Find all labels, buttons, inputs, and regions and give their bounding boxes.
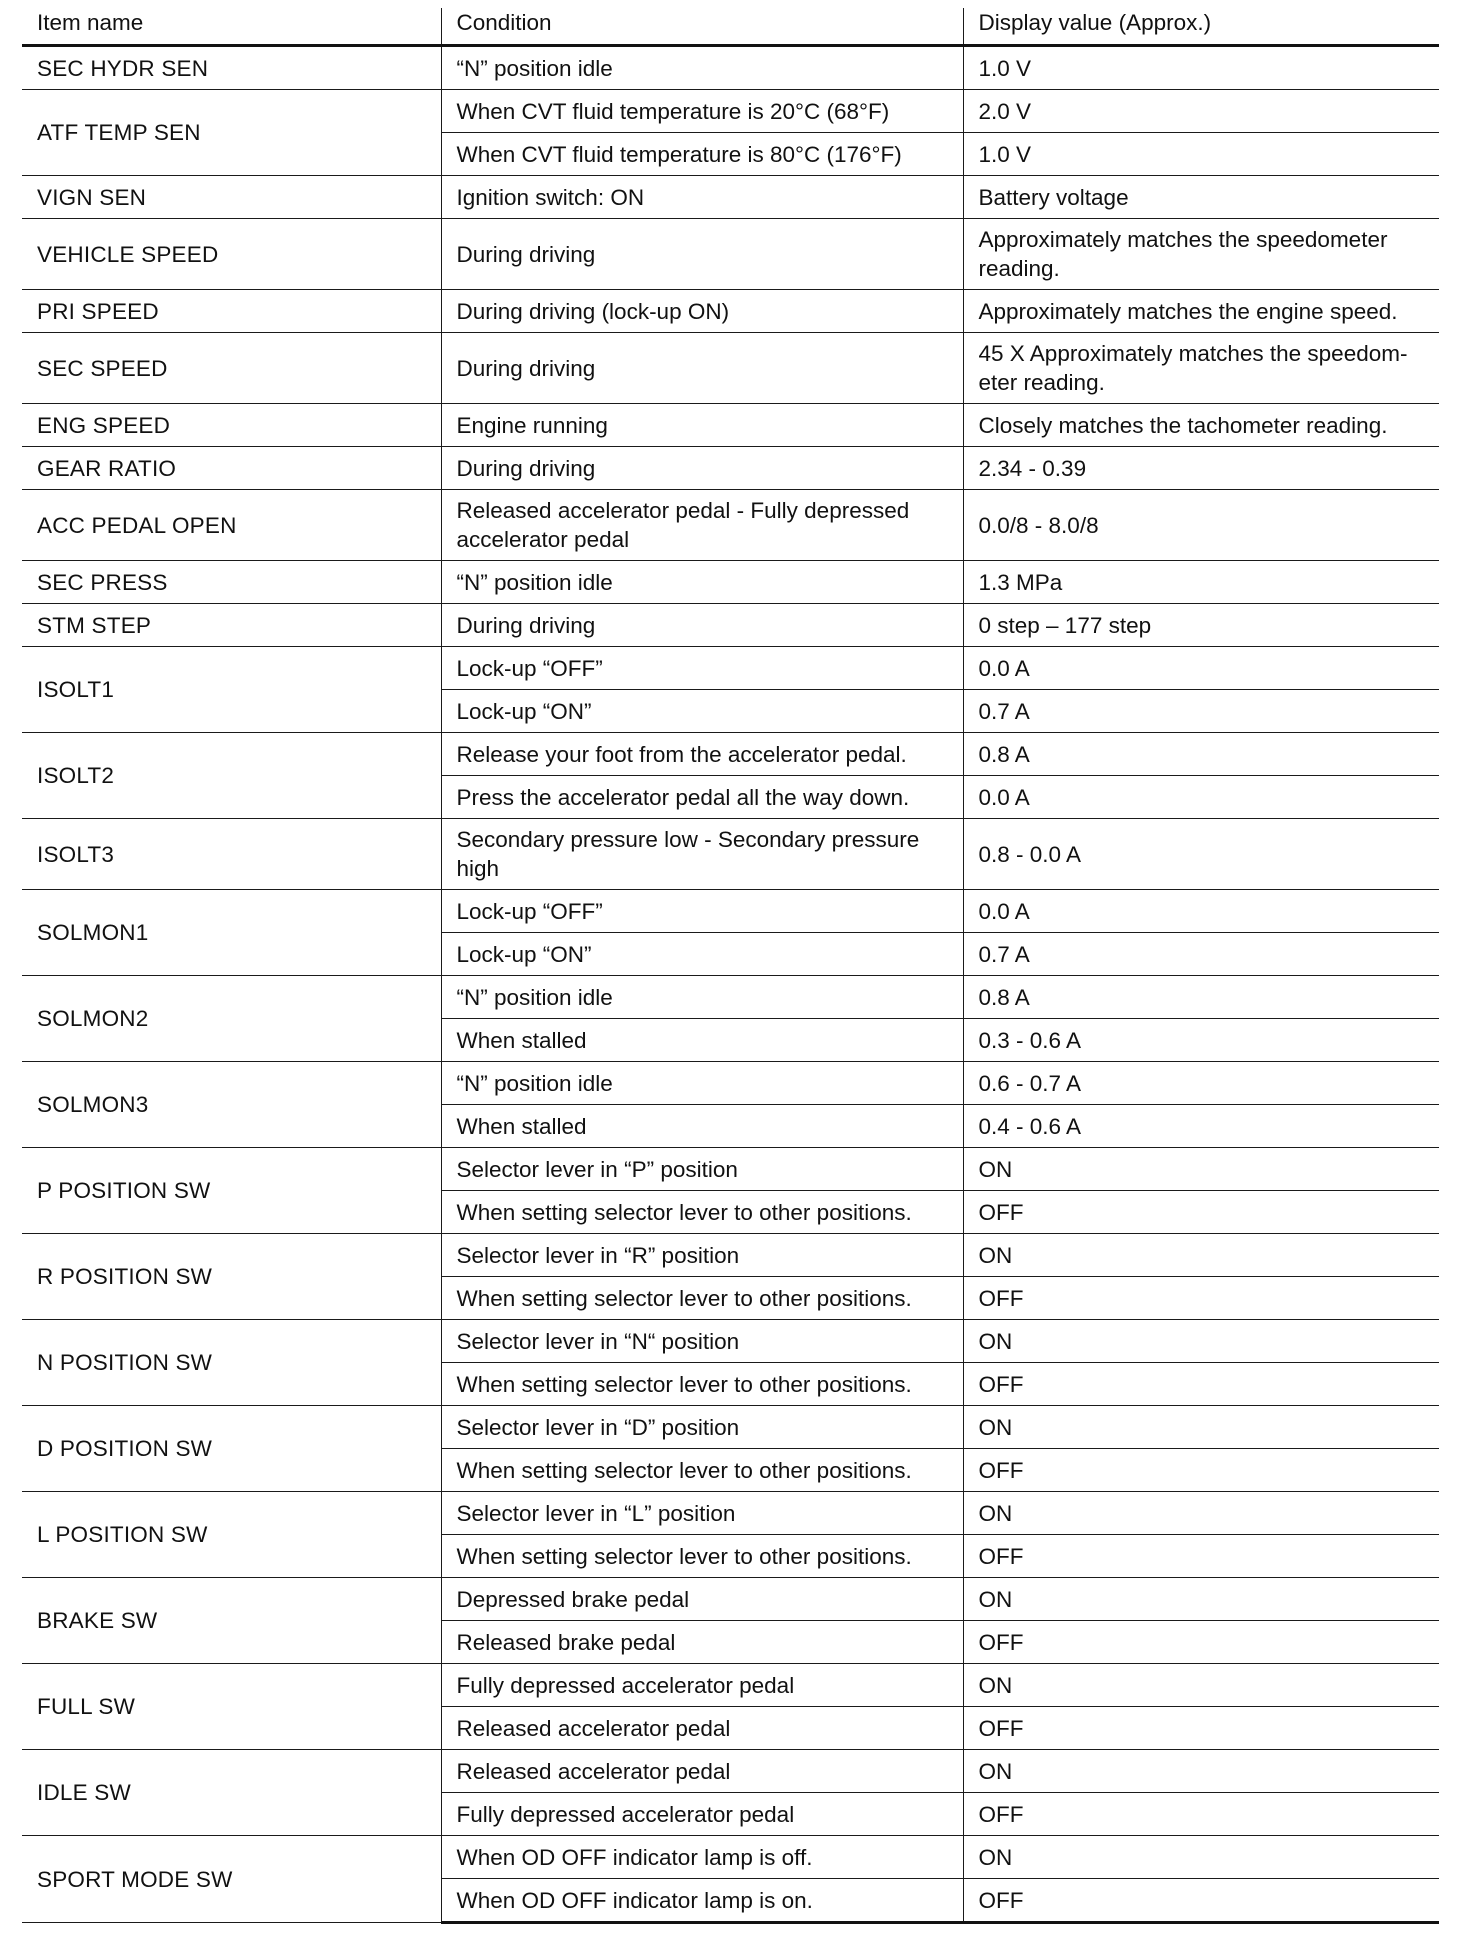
item-name-cell: N POSITION SW	[22, 1320, 441, 1406]
header-display-value: Display value (Approx.)	[963, 8, 1439, 46]
display-value-cell: OFF	[963, 1707, 1439, 1750]
table-row	[22, 1234, 1439, 1277]
item-name-cell: ISOLT1	[22, 647, 441, 733]
display-value-cell: ON	[963, 1578, 1439, 1621]
item-name-cell: SOLMON1	[22, 890, 441, 976]
table-row	[22, 819, 1439, 890]
display-value-cell: ON	[963, 1320, 1439, 1363]
condition-cell: Fully depressed accelerator pedal	[441, 1793, 963, 1836]
table-row	[22, 647, 1439, 690]
item-name-cell: SOLMON3	[22, 1062, 441, 1148]
condition-cell: Selector lever in “P” position	[441, 1148, 963, 1191]
display-value-cell: ON	[963, 1148, 1439, 1191]
display-value-cell: 45 X Approximately matches the speedom-eter reading.	[963, 333, 1439, 404]
table-row	[22, 1836, 1439, 1879]
condition-cell: During driving	[441, 333, 963, 404]
condition-cell: When setting selector lever to other positions.	[441, 1191, 963, 1234]
condition-cell: Lock-up “ON”	[441, 690, 963, 733]
condition-cell: Selector lever in “N“ position	[441, 1320, 963, 1363]
condition-cell: When CVT fluid temperature is 20°C (68°F)	[441, 90, 963, 133]
item-name-cell: D POSITION SW	[22, 1406, 441, 1492]
condition-cell: When setting selector lever to other positions.	[441, 1535, 963, 1578]
table-row	[22, 219, 1439, 290]
display-value-cell: OFF	[963, 1191, 1439, 1234]
item-name-cell: IDLE SW	[22, 1750, 441, 1836]
table-row	[22, 733, 1439, 776]
condition-cell: Released brake pedal	[441, 1621, 963, 1664]
display-value-cell: ON	[963, 1406, 1439, 1449]
condition-cell: Engine running	[441, 404, 963, 447]
display-value-cell: 0.7 A	[963, 690, 1439, 733]
condition-cell: When OD OFF indicator lamp is on.	[441, 1879, 963, 1923]
display-value-cell: Approximately matches the engine speed.	[963, 290, 1439, 333]
condition-cell: When OD OFF indicator lamp is off.	[441, 1836, 963, 1879]
condition-cell: Selector lever in “D” position	[441, 1406, 963, 1449]
item-name-cell: ACC PEDAL OPEN	[22, 490, 441, 561]
display-value-cell: 0.4 - 0.6 A	[963, 1105, 1439, 1148]
condition-cell: During driving	[441, 447, 963, 490]
condition-cell: When CVT fluid temperature is 80°C (176°F)	[441, 133, 963, 176]
item-name-cell: ATF TEMP SEN	[22, 90, 441, 176]
item-name-cell: SEC PRESS	[22, 561, 441, 604]
table-row	[22, 976, 1439, 1019]
display-value-cell: 0.0 A	[963, 890, 1439, 933]
display-value-cell: 0.3 - 0.6 A	[963, 1019, 1439, 1062]
display-value-cell: Battery voltage	[963, 176, 1439, 219]
condition-cell: Lock-up “OFF”	[441, 647, 963, 690]
item-name-cell: SPORT MODE SW	[22, 1836, 441, 1923]
condition-cell: When setting selector lever to other positions.	[441, 1363, 963, 1406]
condition-cell: Selector lever in “R” position	[441, 1234, 963, 1277]
item-name-cell: VEHICLE SPEED	[22, 219, 441, 290]
condition-cell: “N” position idle	[441, 1062, 963, 1105]
display-value-cell: 0.0 A	[963, 776, 1439, 819]
condition-cell: During driving	[441, 219, 963, 290]
item-name-cell: SEC SPEED	[22, 333, 441, 404]
display-value-cell: ON	[963, 1750, 1439, 1793]
display-value-cell: 0.8 A	[963, 733, 1439, 776]
table-row	[22, 1148, 1439, 1191]
condition-cell: “N” position idle	[441, 976, 963, 1019]
display-value-cell: 1.0 V	[963, 133, 1439, 176]
condition-cell: “N” position idle	[441, 46, 963, 90]
display-value-cell: 2.0 V	[963, 90, 1439, 133]
display-value-cell: ON	[963, 1836, 1439, 1879]
item-name-cell: STM STEP	[22, 604, 441, 647]
item-name-cell: FULL SW	[22, 1664, 441, 1750]
condition-cell: Ignition switch: ON	[441, 176, 963, 219]
item-name-cell: GEAR RATIO	[22, 447, 441, 490]
table-row	[22, 176, 1439, 219]
item-name-cell: PRI SPEED	[22, 290, 441, 333]
item-name-cell: BRAKE SW	[22, 1578, 441, 1664]
header-item-name: Item name	[22, 8, 441, 46]
table-row	[22, 1664, 1439, 1707]
condition-cell: When stalled	[441, 1105, 963, 1148]
display-value-cell: ON	[963, 1492, 1439, 1535]
item-name-cell: SEC HYDR SEN	[22, 46, 441, 90]
table-row	[22, 90, 1439, 133]
condition-cell: Selector lever in “L” position	[441, 1492, 963, 1535]
table-row	[22, 604, 1439, 647]
table-row	[22, 1320, 1439, 1363]
table-row	[22, 46, 1439, 90]
display-value-cell: 1.0 V	[963, 46, 1439, 90]
display-value-cell: 0.6 - 0.7 A	[963, 1062, 1439, 1105]
display-value-cell: 0.7 A	[963, 933, 1439, 976]
condition-cell: When setting selector lever to other positions.	[441, 1449, 963, 1492]
table-row	[22, 890, 1439, 933]
condition-cell: Fully depressed accelerator pedal	[441, 1664, 963, 1707]
spec-table-body	[22, 8, 1439, 1923]
display-value-cell: 0.0/8 - 8.0/8	[963, 490, 1439, 561]
condition-cell: Release your foot from the accelerator pedal.	[441, 733, 963, 776]
spec-table	[22, 8, 1439, 1924]
condition-cell: Lock-up “OFF”	[441, 890, 963, 933]
display-value-cell: OFF	[963, 1621, 1439, 1664]
item-name-cell: ISOLT2	[22, 733, 441, 819]
display-value-cell: 2.34 - 0.39	[963, 447, 1439, 490]
table-row	[22, 490, 1439, 561]
condition-cell: Released accelerator pedal - Fully depressed accelerator pedal	[441, 490, 963, 561]
condition-cell: Secondary pressure low - Secondary pressure high	[441, 819, 963, 890]
display-value-cell: 0.8 A	[963, 976, 1439, 1019]
item-name-cell: P POSITION SW	[22, 1148, 441, 1234]
display-value-cell: OFF	[963, 1793, 1439, 1836]
condition-cell: During driving (lock-up ON)	[441, 290, 963, 333]
table-row	[22, 290, 1439, 333]
display-value-cell: 1.3 MPa	[963, 561, 1439, 604]
table-row	[22, 1578, 1439, 1621]
display-value-cell: OFF	[963, 1449, 1439, 1492]
condition-cell: “N” position idle	[441, 561, 963, 604]
display-value-cell: OFF	[963, 1535, 1439, 1578]
header-row	[22, 8, 1439, 46]
item-name-cell: L POSITION SW	[22, 1492, 441, 1578]
condition-cell: During driving	[441, 604, 963, 647]
table-row	[22, 333, 1439, 404]
table-row	[22, 404, 1439, 447]
item-name-cell: ENG SPEED	[22, 404, 441, 447]
table-row	[22, 1406, 1439, 1449]
table-row	[22, 1492, 1439, 1535]
item-name-cell: ISOLT3	[22, 819, 441, 890]
display-value-cell: 0 step – 177 step	[963, 604, 1439, 647]
table-row	[22, 561, 1439, 604]
table-row	[22, 1062, 1439, 1105]
condition-cell: Depressed brake pedal	[441, 1578, 963, 1621]
display-value-cell: ON	[963, 1234, 1439, 1277]
condition-cell: Press the accelerator pedal all the way down.	[441, 776, 963, 819]
condition-cell: Released accelerator pedal	[441, 1750, 963, 1793]
table-row	[22, 1750, 1439, 1793]
condition-cell: Released accelerator pedal	[441, 1707, 963, 1750]
header-condition: Condition	[441, 8, 963, 46]
table-row	[22, 447, 1439, 490]
display-value-cell: OFF	[963, 1277, 1439, 1320]
display-value-cell: Approximately matches the speedometer reading.	[963, 219, 1439, 290]
condition-cell: Lock-up “ON”	[441, 933, 963, 976]
display-value-cell: OFF	[963, 1879, 1439, 1923]
display-value-cell: Closely matches the tachometer reading.	[963, 404, 1439, 447]
display-value-cell: 0.0 A	[963, 647, 1439, 690]
display-value-cell: OFF	[963, 1363, 1439, 1406]
condition-cell: When stalled	[441, 1019, 963, 1062]
condition-cell: When setting selector lever to other positions.	[441, 1277, 963, 1320]
item-name-cell: R POSITION SW	[22, 1234, 441, 1320]
item-name-cell: VIGN SEN	[22, 176, 441, 219]
display-value-cell: 0.8 - 0.0 A	[963, 819, 1439, 890]
item-name-cell: SOLMON2	[22, 976, 441, 1062]
display-value-cell: ON	[963, 1664, 1439, 1707]
